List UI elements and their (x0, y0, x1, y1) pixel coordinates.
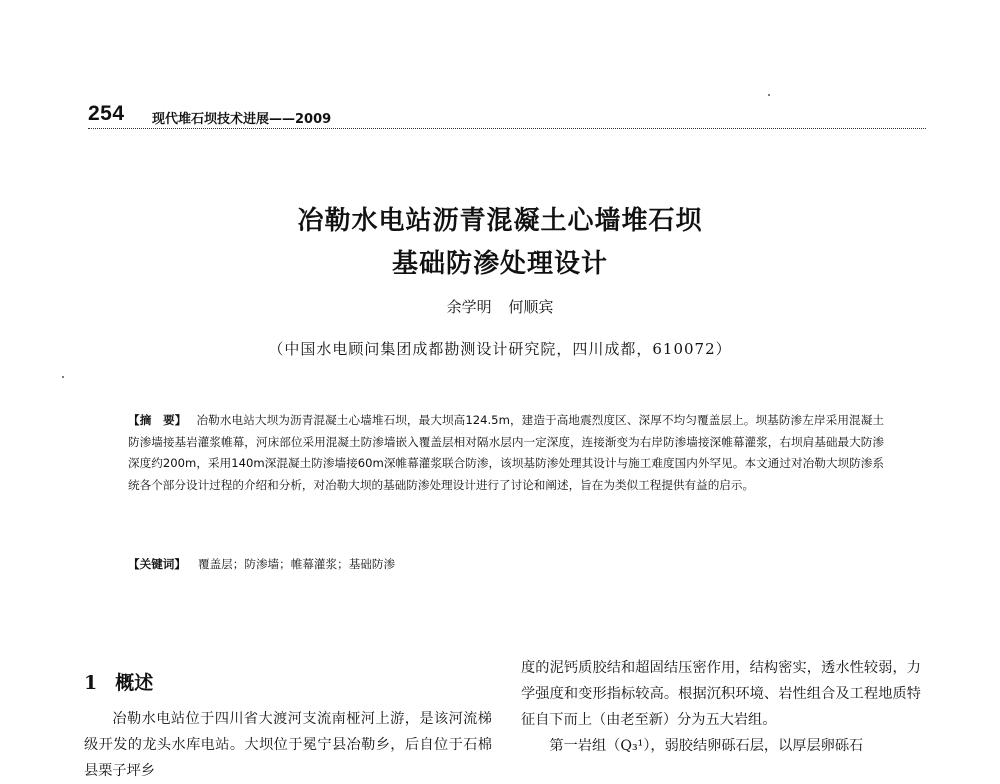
affiliation: （中国水电顾问集团成都勘测设计研究院，四川成都，610072） (268, 340, 732, 358)
body-paragraph: 度的泥钙质胶结和超固结压密作用，结构密实，透水性较弱，力学强度和变形指标较高。根据沉积环境、岩性组合及工程地质特征自下而上（由老至新）分为五大岩组。 (521, 660, 921, 728)
abstract-text: 冶勒水电站大坝为沥青混凝土心墙堆石坝，最大坝高124.5m，建造于高地震烈度区、深厚不均匀覆盖层上。坝基防渗左岸采用混凝土防渗墙接基岩灌浆帷幕，河床部位采用混凝土防渗墙嵌入覆盖层相对隔水层内一定深度，连接渐变为右岸防渗墙接深帷幕灌浆，右坝肩基础最大防渗深度约200m，采用140m深混凝土防渗墙接60m深帷幕灌浆联合防渗，该坝基防渗处理其设计与施工难度国内外罕见。本文通过对冶勒大坝防渗系统各个部分设计过程的介绍和分析，对冶勒大坝的基础防渗处理设计进行了讨论和阐述，旨在为类似工程提供有益的启示。 (128, 413, 884, 492)
abstract (128, 410, 884, 496)
keywords-text: 覆盖层；防渗墙；帷幕灌浆；基础防渗 (197, 557, 396, 571)
section-title: 概述 (115, 672, 154, 694)
body-paragraph: 第一岩组（Q₃¹），弱胶结卵砾石层，以厚层卵砾石 (549, 738, 864, 754)
paper-title-line2: 基础防渗处理设计 (391, 249, 608, 279)
scan-speck (768, 94, 770, 96)
paper-title-line1: 冶勒水电站沥青混凝土心墙堆石坝 (297, 206, 703, 236)
section-heading (84, 668, 153, 695)
header-dotted-rule (88, 128, 926, 129)
keywords (128, 554, 884, 575)
section-number: 1 (84, 672, 98, 694)
page-number: 254 (88, 102, 125, 125)
running-header (88, 100, 926, 130)
body-left-column: 冶勒水电站位于四川省大渡河支流南桠河上游，是该河流梯级开发的龙头水库电站。大坝位于冕宁县冶勒乡，后自位于石棉县栗子坪乡 (84, 711, 492, 779)
journal-title: 现代堆石坝技术进展——2009 (152, 112, 332, 127)
body-right-column (521, 655, 921, 759)
authors: 余学明 何顺宾 (446, 298, 554, 316)
abstract-label: 【摘 要】 (128, 413, 187, 427)
scan-speck (62, 376, 64, 378)
keywords-label: 【关键词】 (128, 557, 186, 571)
